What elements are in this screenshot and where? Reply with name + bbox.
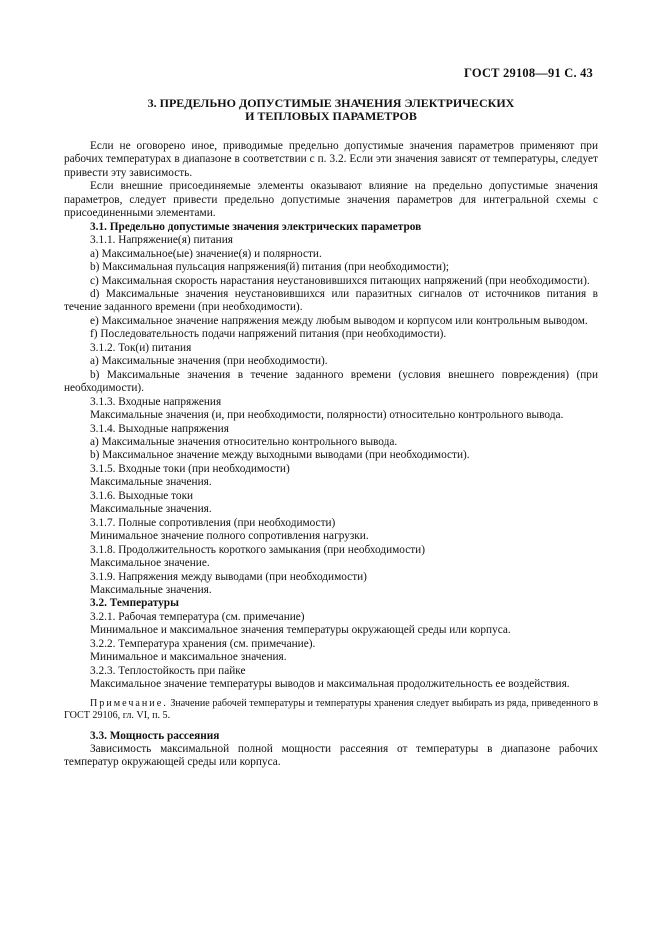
clause: 3.1.5. Входные токи (при необходимости) — [90, 462, 290, 475]
section-title — [64, 97, 598, 123]
clause-text: Максимальное значение. — [90, 557, 210, 570]
clause: 3.2.3. Теплостойкость при пайке — [90, 664, 246, 677]
paragraph: Если внешние присоединяемые элементы оказывают влияние на предельно допустимые значения параметров, следует привести предельно допустимые значения параметров для интегральной схемы с присоединенными элементами. — [64, 180, 598, 220]
list-item: f) Последовательность подачи напряжений питания (при необходимости). — [90, 328, 447, 341]
section-title-line2: И ТЕПЛОВЫХ ПАРАМЕТРОВ — [245, 109, 417, 123]
clause: 3.1.3. Входные напряжения — [90, 395, 222, 408]
document-body — [64, 140, 598, 770]
note — [64, 698, 598, 723]
clause-text: Минимальное и максимальное значения температуры окружающей среды или корпуса. — [90, 624, 511, 637]
clause: 3.1.2. Ток(и) питания — [90, 341, 192, 354]
list-item: а) Максимальное(ые) значение(я) и полярности. — [90, 247, 322, 260]
clause: 3.1.6. Выходные токи — [90, 489, 194, 502]
page-header: ГОСТ 29108—91 С. 43 — [464, 66, 593, 80]
clause: 3.1.1. Напряжение(я) питания — [90, 234, 233, 247]
subsection-heading: 3.3. Мощность рассеяния — [90, 729, 220, 742]
list-item: b) Максимальная пульсация напряжения(й) питания (при необходимости); — [90, 261, 449, 274]
section-title-line1: 3. ПРЕДЕЛЬНО ДОПУСТИМЫЕ ЗНАЧЕНИЯ ЭЛЕКТРИЧЕСКИХ — [147, 96, 515, 110]
list-item: а) Максимальные значения относительно контрольного вывода. — [90, 435, 398, 448]
list-item: е) Максимальное значение напряжения между любым выводом и корпусом или контрольным выводом. — [90, 314, 588, 327]
clause-text: Максимальные значения (и, при необходимости, полярности) относительно контрольного вывода. — [90, 409, 564, 422]
clause: 3.1.9. Напряжения между выводами (при необходимости) — [90, 570, 367, 583]
clause: 3.1.8. Продолжительность короткого замыкания (при необходимости) — [90, 543, 425, 556]
clause-text: Максимальное значение температуры выводов и максимальная продолжительность ее воздействия. — [90, 678, 570, 691]
clause-text: Минимальное и максимальное значения. — [90, 651, 287, 664]
subsection-heading: 3.1. Предельно допустимые значения электрических параметров — [90, 220, 422, 233]
subsection-heading: 3.2. Температуры — [90, 597, 179, 610]
paragraph: Если не оговорено иное, приводимые предельно допустимые значения параметров применяют при рабочих температурах в диапазоне в соответствии с п. 3.2. Если эти значения зависят от температуры, следует привести эту зависимость. — [64, 140, 598, 179]
clause-text: Минимальное значение полного сопротивления нагрузки. — [90, 530, 369, 543]
clause-text: Максимальные значения. — [90, 503, 212, 516]
note-label: Примечание. — [90, 697, 168, 709]
clause: 3.1.7. Полные сопротивления (при необходимости) — [90, 516, 336, 529]
list-item: d) Максимальные значения неустановившихся или паразитных сигналов от источников питания в течение заданного времени (при необходимости). — [64, 287, 598, 314]
clause: 3.2.2. Температура хранения (см. примечание). — [90, 637, 316, 650]
list-item: b) Максимальные значения в течение заданного времени (условия внешнего повреждения) (при необходимости). — [64, 368, 598, 395]
clause-text: Зависимость максимальной полной мощности рассеяния от температуры в диапазоне рабочих температур окружающей среды или корпуса. — [64, 743, 598, 769]
note-text: Значение рабочей температуры и температуры хранения следует выбирать из ряда, приведенного в ГОСТ 29106, гл. VI, п. 5. — [64, 697, 598, 722]
list-item: а) Максимальные значения (при необходимости). — [90, 355, 328, 368]
list-item: b) Максимальное значение между выходными выводами (при необходимости). — [90, 449, 470, 462]
clause: 3.1.4. Выходные напряжения — [90, 422, 229, 435]
clause-text: Максимальные значения. — [90, 583, 212, 596]
clause-text: Максимальные значения. — [90, 476, 212, 489]
list-item: с) Максимальная скорость нарастания неустановившихся питающих напряжений (при необходимости). — [90, 274, 590, 287]
clause: 3.2.1. Рабочая температура (см. примечание) — [90, 610, 305, 623]
